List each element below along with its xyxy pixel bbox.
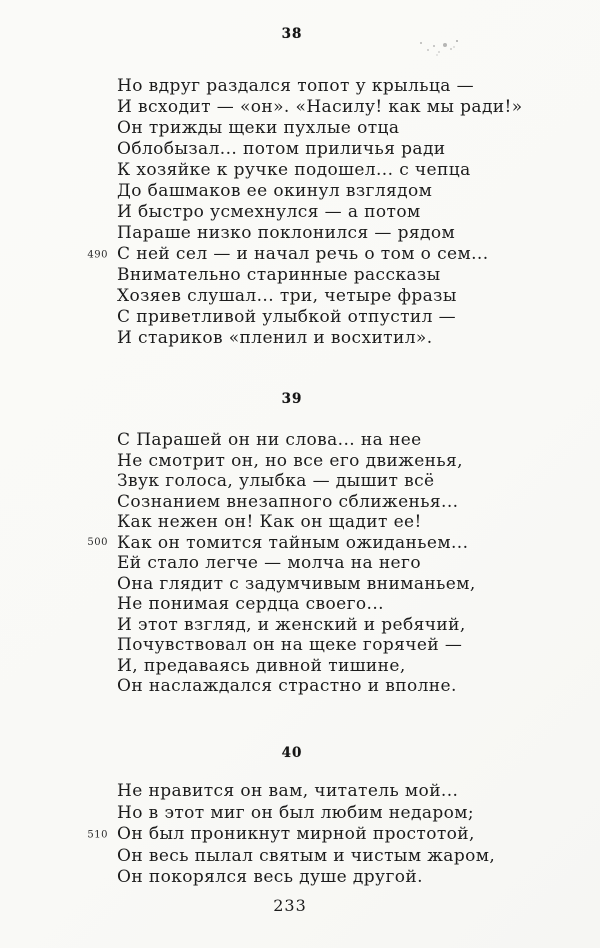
line-number: 490 xyxy=(87,249,108,260)
stanza-38 xyxy=(87,76,523,349)
poem-line xyxy=(117,76,523,97)
poem-line xyxy=(117,553,476,574)
poem-line xyxy=(117,471,476,492)
poem-line-text: К хозяйке к ручке подошел... с чепца xyxy=(117,160,471,180)
poem-line-text: И этот взгляд, и женский и ребячий, xyxy=(117,614,466,635)
poem-line-text: Он наслаждался страстно и вполне. xyxy=(117,676,457,696)
poem-line-text: Почувствовал он на щеке горячей — xyxy=(117,635,463,655)
poem-line-text: С Парашей он ни слова... на нее xyxy=(117,430,422,450)
poem-line xyxy=(117,846,495,868)
poem-line xyxy=(117,265,523,286)
scan-speckles xyxy=(420,42,422,44)
poem-line xyxy=(117,594,476,615)
poem-line-text: Но вдруг раздался топот у крыльца — xyxy=(117,76,475,96)
poem-line xyxy=(117,118,523,139)
stanza-number-40: 40 xyxy=(281,745,303,761)
poem-line xyxy=(117,635,476,656)
poem-line-text: Но в этот миг он был любим недаром; xyxy=(117,802,475,823)
poem-line-text: Как он томится тайным ожиданьем... xyxy=(117,532,469,553)
poem-line xyxy=(117,202,523,223)
poem-line-text: Он был проникнут мирной простотой, xyxy=(117,824,475,844)
line-number: 510 xyxy=(87,829,108,840)
poem-line xyxy=(117,223,523,244)
stanza-40 xyxy=(87,781,496,889)
poem-line-text: Не понимая сердца своего... xyxy=(117,594,384,614)
poem-line-text: Хозяев слушал... три, четыре фразы xyxy=(117,286,457,306)
poem-line xyxy=(117,574,476,595)
page-number: 233 xyxy=(273,896,307,915)
poem-line-text: И, предаваясь дивной тишине, xyxy=(117,655,406,676)
poem-line xyxy=(117,781,495,803)
line-number: 500 xyxy=(87,536,108,548)
poem-line xyxy=(117,139,523,160)
poem-line xyxy=(117,160,523,181)
poem-line-text: И всходит — «он». «Насилу! как мы ради!» xyxy=(117,97,523,117)
poem-line-text: Он покорялся весь душе другой. xyxy=(117,867,423,887)
poem-line-text: Звук голоса, улыбка — дышит всё xyxy=(117,471,435,491)
poem-line xyxy=(87,532,476,554)
poem-line-text: Внимательно старинные рассказы xyxy=(117,265,441,285)
poem-line-text: И быстро усмехнулся — а потом xyxy=(117,202,421,222)
poem-line-text: До башмаков ее окинул взглядом xyxy=(117,181,433,201)
poem-line-text: Он весь пылал святым и чистым жаром, xyxy=(117,845,496,866)
stanza-number-39: 39 xyxy=(281,391,303,407)
poem-line-text: С приветливой улыбкой отпустил — xyxy=(117,307,457,327)
poem-line-text: Параше низко поклонился — рядом xyxy=(117,223,456,243)
poem-line-text: Ей стало легче — молча на него xyxy=(117,553,421,573)
poem-line xyxy=(117,451,476,472)
poem-line-text: Она глядит с задумчивым вниманьем, xyxy=(117,573,476,594)
poem-line-text: Не нравится он вам, читатель мой... xyxy=(117,781,459,801)
poem-line xyxy=(117,676,476,697)
poem-line-text: С ней сел — и начал речь о том о сем... xyxy=(117,244,489,264)
poem-line xyxy=(117,307,523,328)
poem-line xyxy=(117,867,495,889)
poem-line-text: Сознанием внезапного сближенья... xyxy=(117,491,459,512)
poem-line-text: Облобызал... потом приличья ради xyxy=(117,139,446,159)
stanza-number-38: 38 xyxy=(281,26,303,42)
poem-line xyxy=(117,803,495,825)
poem-line xyxy=(87,824,495,846)
poem-line xyxy=(117,97,523,118)
poem-line xyxy=(117,615,476,636)
poem-line xyxy=(117,492,476,513)
poem-line xyxy=(117,181,523,202)
poem-line xyxy=(117,512,476,533)
poem-line-text: Как нежен он! Как он щадит ее! xyxy=(117,512,422,532)
poem-line xyxy=(117,286,523,307)
poem-line xyxy=(87,244,523,265)
poem-line-text: И стариков «пленил и восхитил». xyxy=(117,328,433,348)
stanza-39 xyxy=(87,430,476,697)
poem-line-text: Не смотрит он, но все его движенья, xyxy=(117,450,463,471)
poem-line-text: Он трижды щеки пухлые отца xyxy=(117,118,400,138)
poem-line xyxy=(117,430,476,451)
poem-line xyxy=(117,656,476,677)
poem-line xyxy=(117,328,523,349)
